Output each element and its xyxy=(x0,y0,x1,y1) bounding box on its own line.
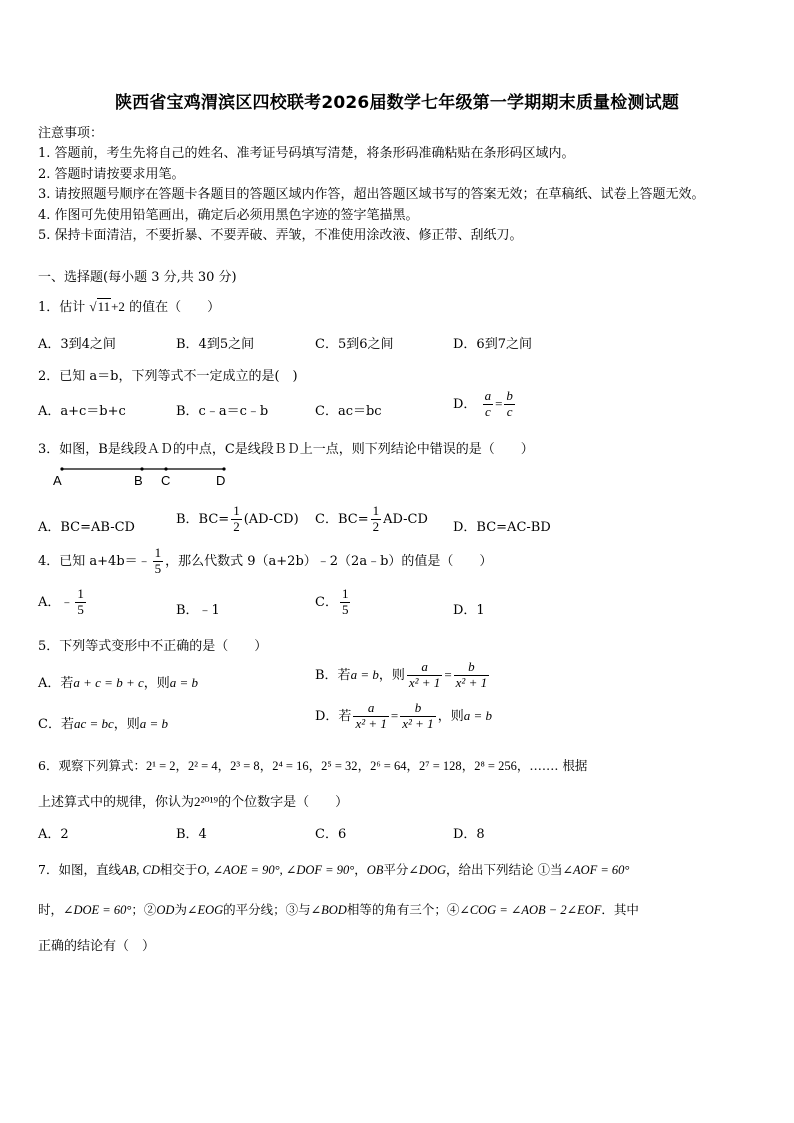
q6-option-a: A．2 xyxy=(38,827,69,842)
q4-option-a: A．﹣ $\frac{1}{5}$ xyxy=(38,586,84,617)
q1-option-d: D．6到7之间 xyxy=(453,337,532,352)
section-heading: 一、选择题(每小题 3 分,共 30 分) xyxy=(38,270,237,285)
line-segment-diagram xyxy=(44,460,244,490)
question-7-line-3: 正确的结论有（ ） xyxy=(38,939,156,954)
label-c: C xyxy=(161,473,171,488)
point-d xyxy=(222,467,225,470)
sqrt-expression: √11 xyxy=(89,299,111,314)
q3-option-b: B．BC= $\frac{1}{2}$ (AD-CD) xyxy=(176,503,299,534)
q2-option-b: B．c﹣a＝c﹣b xyxy=(176,404,269,419)
notice-item-1: 1. 答题前，考生先将自己的姓名、准考证号码填写清楚，将条形码准确粘贴在条形码区域内。 xyxy=(38,146,575,161)
question-6-stem: 6．观察下列算式：2¹ = 2，2² = 4，2³ = 8，2⁴ = 16，2⁵ = 32，2⁶ = 64，2⁷ = 128，2⁸ = 256，……. 根据 xyxy=(38,758,588,773)
question-3-stem: 3．如图，B是线段ＡＤ的中点，C是线段ＢＤ上一点，则下列结论中错误的是（ ） xyxy=(38,442,534,457)
label-b: B xyxy=(134,473,143,488)
question-1-stem: 1．估计 √11+2 的值在（ ） xyxy=(38,299,221,315)
fraction: $\frac{1}{5}$ xyxy=(154,545,162,576)
notice-item-2: 2. 答题时请按要求用笔。 xyxy=(38,167,185,182)
fraction: $\frac{a}{\text{x² + 1}}$ xyxy=(355,700,387,731)
q5-option-d: D．若 $\frac{a}{\text{x² + 1}}$ = $\frac{b}{\text{x² + 1}}$ ，则a = b xyxy=(315,700,492,731)
q6-option-c: C．6 xyxy=(315,827,347,842)
question-7-line-1: 7．如图，直线AB, CD相交于O, ∠AOE = 90°, ∠DOF = 90°，OB平分∠DOG，给出下列结论 ①当∠AOF = 60° xyxy=(38,862,630,877)
fraction: $\frac{a}{c}$ xyxy=(484,388,492,419)
q1-option-a: A．3到4之间 xyxy=(38,337,116,352)
q5-option-c: C．若ac = bc，则a = b xyxy=(38,716,169,732)
fraction: $\frac{b}{\text{x² + 1}}$ xyxy=(455,659,488,690)
notice-item-4: 4. 作图可先使用铅笔画出，确定后必须用黑色字迹的签字笔描黑。 xyxy=(38,208,419,223)
notice-heading: 注意事项： xyxy=(38,126,104,141)
fraction: $\frac{1}{5}$ xyxy=(77,586,84,617)
point-c xyxy=(164,467,167,470)
label-d: D xyxy=(216,473,226,488)
q1-option-c: C．5到6之间 xyxy=(315,337,394,352)
q2-option-a: A．a+c＝b+c xyxy=(38,404,126,419)
q4-option-b: B．﹣1 xyxy=(176,603,220,618)
point-b xyxy=(140,467,143,470)
q3-option-d: D．BC=AC-BD xyxy=(453,520,551,535)
notice-item-3: 3. 请按照题号顺序在答题卡各题目的答题区域内作答，超出答题区域书写的答案无效；在草稿纸、试卷上答题无效。 xyxy=(38,187,705,202)
q4-option-d: D．1 xyxy=(453,603,485,618)
label-a: A xyxy=(53,473,62,488)
question-7-line-2: 时，∠DOE = 60°；②OD为∠EOG的平分线；③与∠BOD相等的角有三个；④∠COG = ∠AOB − 2∠EOF．其中 xyxy=(38,902,639,917)
q5-option-a: A．若a + c = b + c，则a = b xyxy=(38,675,199,691)
fraction: $\frac{1}{5}$ xyxy=(341,586,349,617)
notice-item-5: 5. 保持卡面清洁，不要折暴、不要弄破、弄皱，不准使用涂改液、修正带、刮纸刀。 xyxy=(38,228,523,243)
fraction: $\frac{a}{\text{x² + 1}}$ xyxy=(408,659,441,690)
question-2-stem: 2．已知 a＝b，下列等式不一定成立的是( ) xyxy=(38,369,298,384)
q3-option-c: C．BC= $\frac{1}{2}$ AD-CD xyxy=(315,503,428,534)
q5-option-b: B．若a = b，则 $\frac{a}{\text{x² + 1}}$ = $\frac{b}{\text{x² + 1}}$ xyxy=(315,659,488,690)
q3-option-a: A．BC=AB-CD xyxy=(38,520,135,535)
question-6-line-2: 上述算式中的规律，你认为2²⁰¹⁹的个位数字是（ ） xyxy=(38,794,349,810)
fraction: $\frac{1}{2}$ xyxy=(233,503,240,534)
q2-option-c: C．ac＝bc xyxy=(315,404,382,419)
page-title: 陕西省宝鸡渭滨区四校联考2026届数学七年级第一学期期末质量检测试题 xyxy=(114,93,680,113)
question-5-stem: 5．下列等式变形中不正确的是（ ） xyxy=(38,639,268,654)
q6-option-b: B．4 xyxy=(176,827,207,842)
q1-option-b: B．4到5之间 xyxy=(176,337,255,352)
fraction: $\frac{1}{2}$ xyxy=(372,503,380,534)
q6-option-d: D．8 xyxy=(453,827,485,842)
point-a xyxy=(60,467,63,470)
q4-option-c: C． $\frac{1}{5}$ xyxy=(315,586,349,617)
fraction: $\frac{b}{\text{x² + 1}}$ xyxy=(402,700,434,731)
fraction: $\frac{b}{c}$ xyxy=(506,388,513,419)
question-4-stem: 4．已知 a+4b＝﹣ $\frac{1}{5}$ ，那么代数式 9（a+2b）﹣2（2a﹣b）的值是（ ） xyxy=(38,545,493,576)
q2-option-d: D． $\frac{a}{c}$ = $\frac{b}{c}$ xyxy=(453,388,513,419)
